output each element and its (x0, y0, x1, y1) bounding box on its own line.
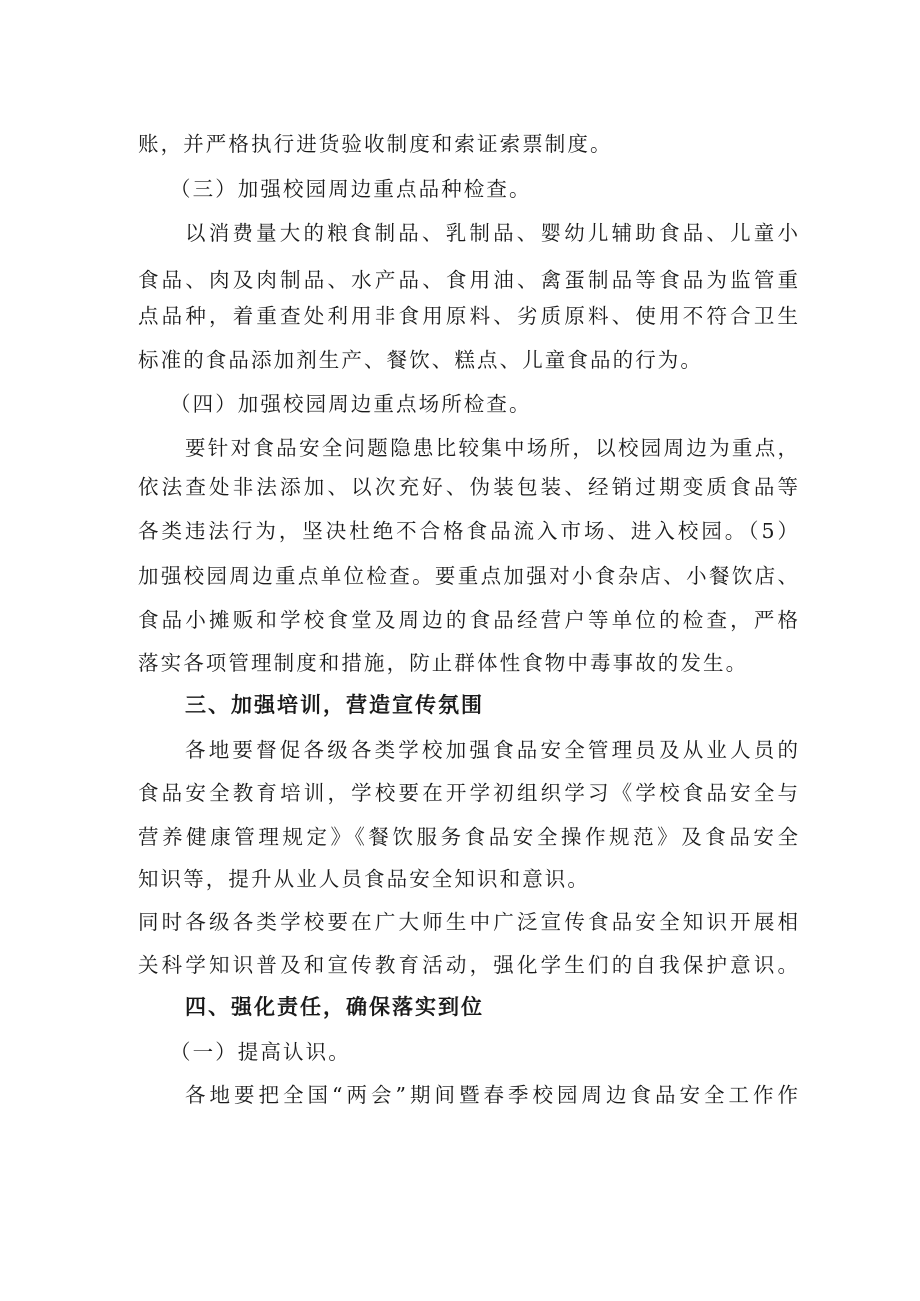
section-subheading: （四）加强校园周边重点场所检查。 (170, 392, 532, 416)
paragraph-line: 食品、肉及肉制品、水产品、食用油、禽蛋制品等食品为监管重 (138, 268, 798, 292)
paragraph-line: 点品种，着重查处利用非食用原料、劣质原料、使用不符合卫生 (138, 304, 798, 328)
paragraph-line: 知识等，提升从业人员食品安全知识和意识。 (138, 867, 590, 891)
paragraph-line: 落实各项管理制度和措施，防止群体性食物中毒事故的发生。 (138, 651, 749, 675)
paragraph-line: 依法查处非法添加、以次充好、伪装包装、经销过期变质食品等 (138, 475, 798, 499)
section-heading: 四、强化责任，确保落实到位 (185, 995, 484, 1019)
section-heading: 三、加强培训，营造宣传氛围 (185, 693, 484, 717)
paragraph-line: 标准的食品添加剂生产、餐饮、糕点、儿童食品的行为。 (138, 348, 703, 372)
paragraph-line: 账，并严格执行进货验收制度和索证索票制度。 (138, 132, 613, 156)
section-subheading: （三）加强校园周边重点品种检查。 (170, 177, 532, 201)
paragraph-line: 加强校园周边重点单位检查。要重点加强对小食杂店、小餐饮店、 (138, 564, 798, 588)
paragraph-line: 各地要督促各级各类学校加强食品安全管理员及从业人员的 (185, 738, 798, 762)
paragraph-line: 食品安全教育培训，学校要在开学初组织学习《学校食品安全与 (138, 781, 798, 805)
paragraph-line: 以消费量大的粮食制品、乳制品、婴幼儿辅助食品、儿童小 (185, 221, 798, 245)
paragraph-line: 各类违法行为，坚决杜绝不合格食品流入市场、进入校园。（5） (138, 519, 798, 543)
paragraph-line: 要针对食品安全问题隐患比较集中场所，以校园周边为重点， (185, 436, 798, 460)
paragraph-line: 营养健康管理规定》《餐饮服务食品安全操作规范》及食品安全 (138, 825, 798, 849)
paragraph-line: 各地要把全国“两会”期间暨春季校园周边食品安全工作作 (185, 1083, 798, 1107)
paragraph-line: 同时各级各类学校要在广大师生中广泛宣传食品安全知识开展相 (138, 910, 798, 934)
paragraph-line: 食品小摊贩和学校食堂及周边的食品经营户等单位的检查，严格 (138, 608, 798, 632)
section-subheading: （一）提高认识。 (170, 1040, 351, 1064)
paragraph-line: 关科学知识普及和宣传教育活动，强化学生们的自我保护意识。 (138, 953, 798, 977)
